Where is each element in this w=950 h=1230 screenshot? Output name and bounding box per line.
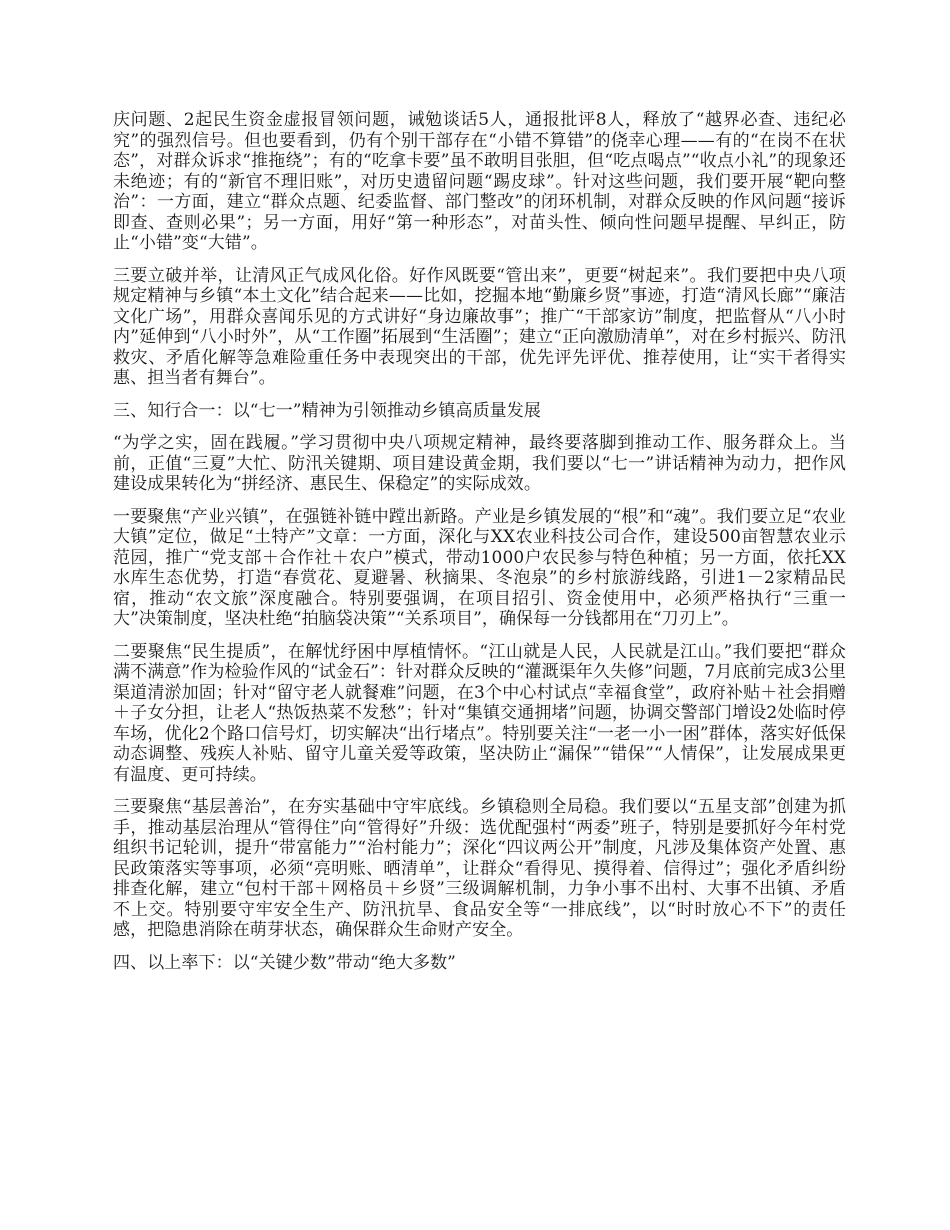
paragraph-governance: 三要聚焦“基层善治”，在夯实基础中守牢底线。乡镇稳则全局稳。我们要以“五星支部”创建为抓手，推动基层治理从“管得住”向“管得好”升级：选优配强村“两委”班子，特别是要抓好今年村党组织书记轮训，提升“带富能力”“治村能力”；深化“四议两公开”制度，凡涉及集体资产处置、惠民政策落实等事项，必须“亮明账、晒清单”，让群众“看得见、摸得着、信得过”；强化矛盾纠纷排查化解，建立“包村干部＋网格员＋乡贤”三级调解机制，力争小事不出村、大事不出镇、矛盾不上交。特别要守牢安全生产、防汛抗旱、食品安全等“一排底线”，以“时时放心不下”的责任感，把隐患消除在萌芽状态，确保群众生命财产安全。 <box>113 797 846 940</box>
paragraph-discipline-cases: 庆问题、2起民生资金虚报冒领问题，诫勉谈话5人，通报批评8人，释放了“越界必查、违纪必究”的强烈信号。但也要看到，仍有个别干部存在“小错不算错”的侥幸心理——有的“在岗不在状态”，对群众诉求“推拖绕”；有的“吃拿卡要”虽不敢明目张胆，但“吃点喝点”“收点小礼”的现象还未绝迹；有的“新官不理旧账”，对历史遗留问题“踢皮球”。针对这些问题，我们要开展“靶向整治”：一方面，建立“群众点题、纪委监督、部门整改”的闭环机制，对群众反映的作风问题“接诉即查、查则必果”；另一方面，用好“第一种形态”，对苗头性、倾向性问题早提醒、早纠正，防止“小错”变“大错”。 <box>113 110 846 253</box>
paragraph-livelihood: 二要聚焦“民生提质”，在解忧纾困中厚植情怀。“江山就是人民，人民就是江山。”我们要把“群众满不满意”作为检验作风的“试金石”：针对群众反映的“灌溉渠年久失修”问题，7月底前完成3公里渠道清淤加固；针对“留守老人就餐难”问题，在3个中心村试点“幸福食堂”，政府补贴＋社会捐赠＋子女分担，让老人“热饭热菜不发愁”；针对“集镇交通拥堵”问题，协调交警部门增设2处临时停车场，优化2个路口信号灯，切实解决“出行堵点”。特别要关注“一老一小一困”群体，落实好低保动态调整、残疾人补贴、留守儿童关爱等政策，坚决防止“漏保”“错保”“人情保”，让发展成果更有温度、更可持续。 <box>113 641 846 785</box>
paragraph-clean-culture: 三要立破并举，让清风正气成风化俗。好作风既要“管出来”，更要“树起来”。我们要把中央八项规定精神与乡镇“本土文化”结合起来——比如，挖掘本地“勤廉乡贤”事迹，打造“清风长廊”“廉洁文化广场”，用群众喜闻乐见的方式讲好“身边廉故事”；推广“干部家访”制度，把监督从“八小时内”延伸到“八小时外”，从“工作圈”拓展到“生活圈”；建立“正向激励清单”，对在乡村振兴、防汛救灾、矛盾化解等急难险重任务中表现突出的干部，优先评先评优、推荐使用，让“实干者得实惠、担当者有舞台”。 <box>113 265 846 388</box>
section-heading-4: 四、以上率下：以“关键少数”带动“绝大多数” <box>113 952 456 973</box>
paragraph-industry: 一要聚焦“产业兴镇”，在强链补链中蹚出新路。产业是乡镇发展的“根”和“魂”。我们要立足“农业大镇”定位，做足“土特产”文章：一方面，深化与XX农业科技公司合作，建设500亩智慧农业示范园，推广“党支部＋合作社＋农户”模式，带动1000户农民参与特色种植；另一方面，依托XX水库生态优势，打造“春赏花、夏避暑、秋摘果、冬泡泉”的乡村旅游线路，引进1－2家精品民宿，推动“农文旅”深度融合。特别要强调，在项目招引、资金使用中，必须严格执行“三重一大”决策制度，坚决杜绝“拍脑袋决策”“关系项目”，确保每一分钱都用在“刀刃上”。 <box>113 506 846 629</box>
section-heading-3: 三、知行合一：以“七一”精神为引领推动乡镇高质量发展 <box>113 400 541 421</box>
paragraph-practice-intro: “为学之实，固在践履。”学习贯彻中央八项规定精神，最终要落脚到推动工作、服务群众上。当前，正值“三夏”大忙、防汛关键期、项目建设黄金期，我们要以“七一”讲话精神为动力，把作风建设成果转化为“拼经济、惠民生、保稳定”的实际成效。 <box>113 433 846 494</box>
document-body <box>113 110 846 985</box>
